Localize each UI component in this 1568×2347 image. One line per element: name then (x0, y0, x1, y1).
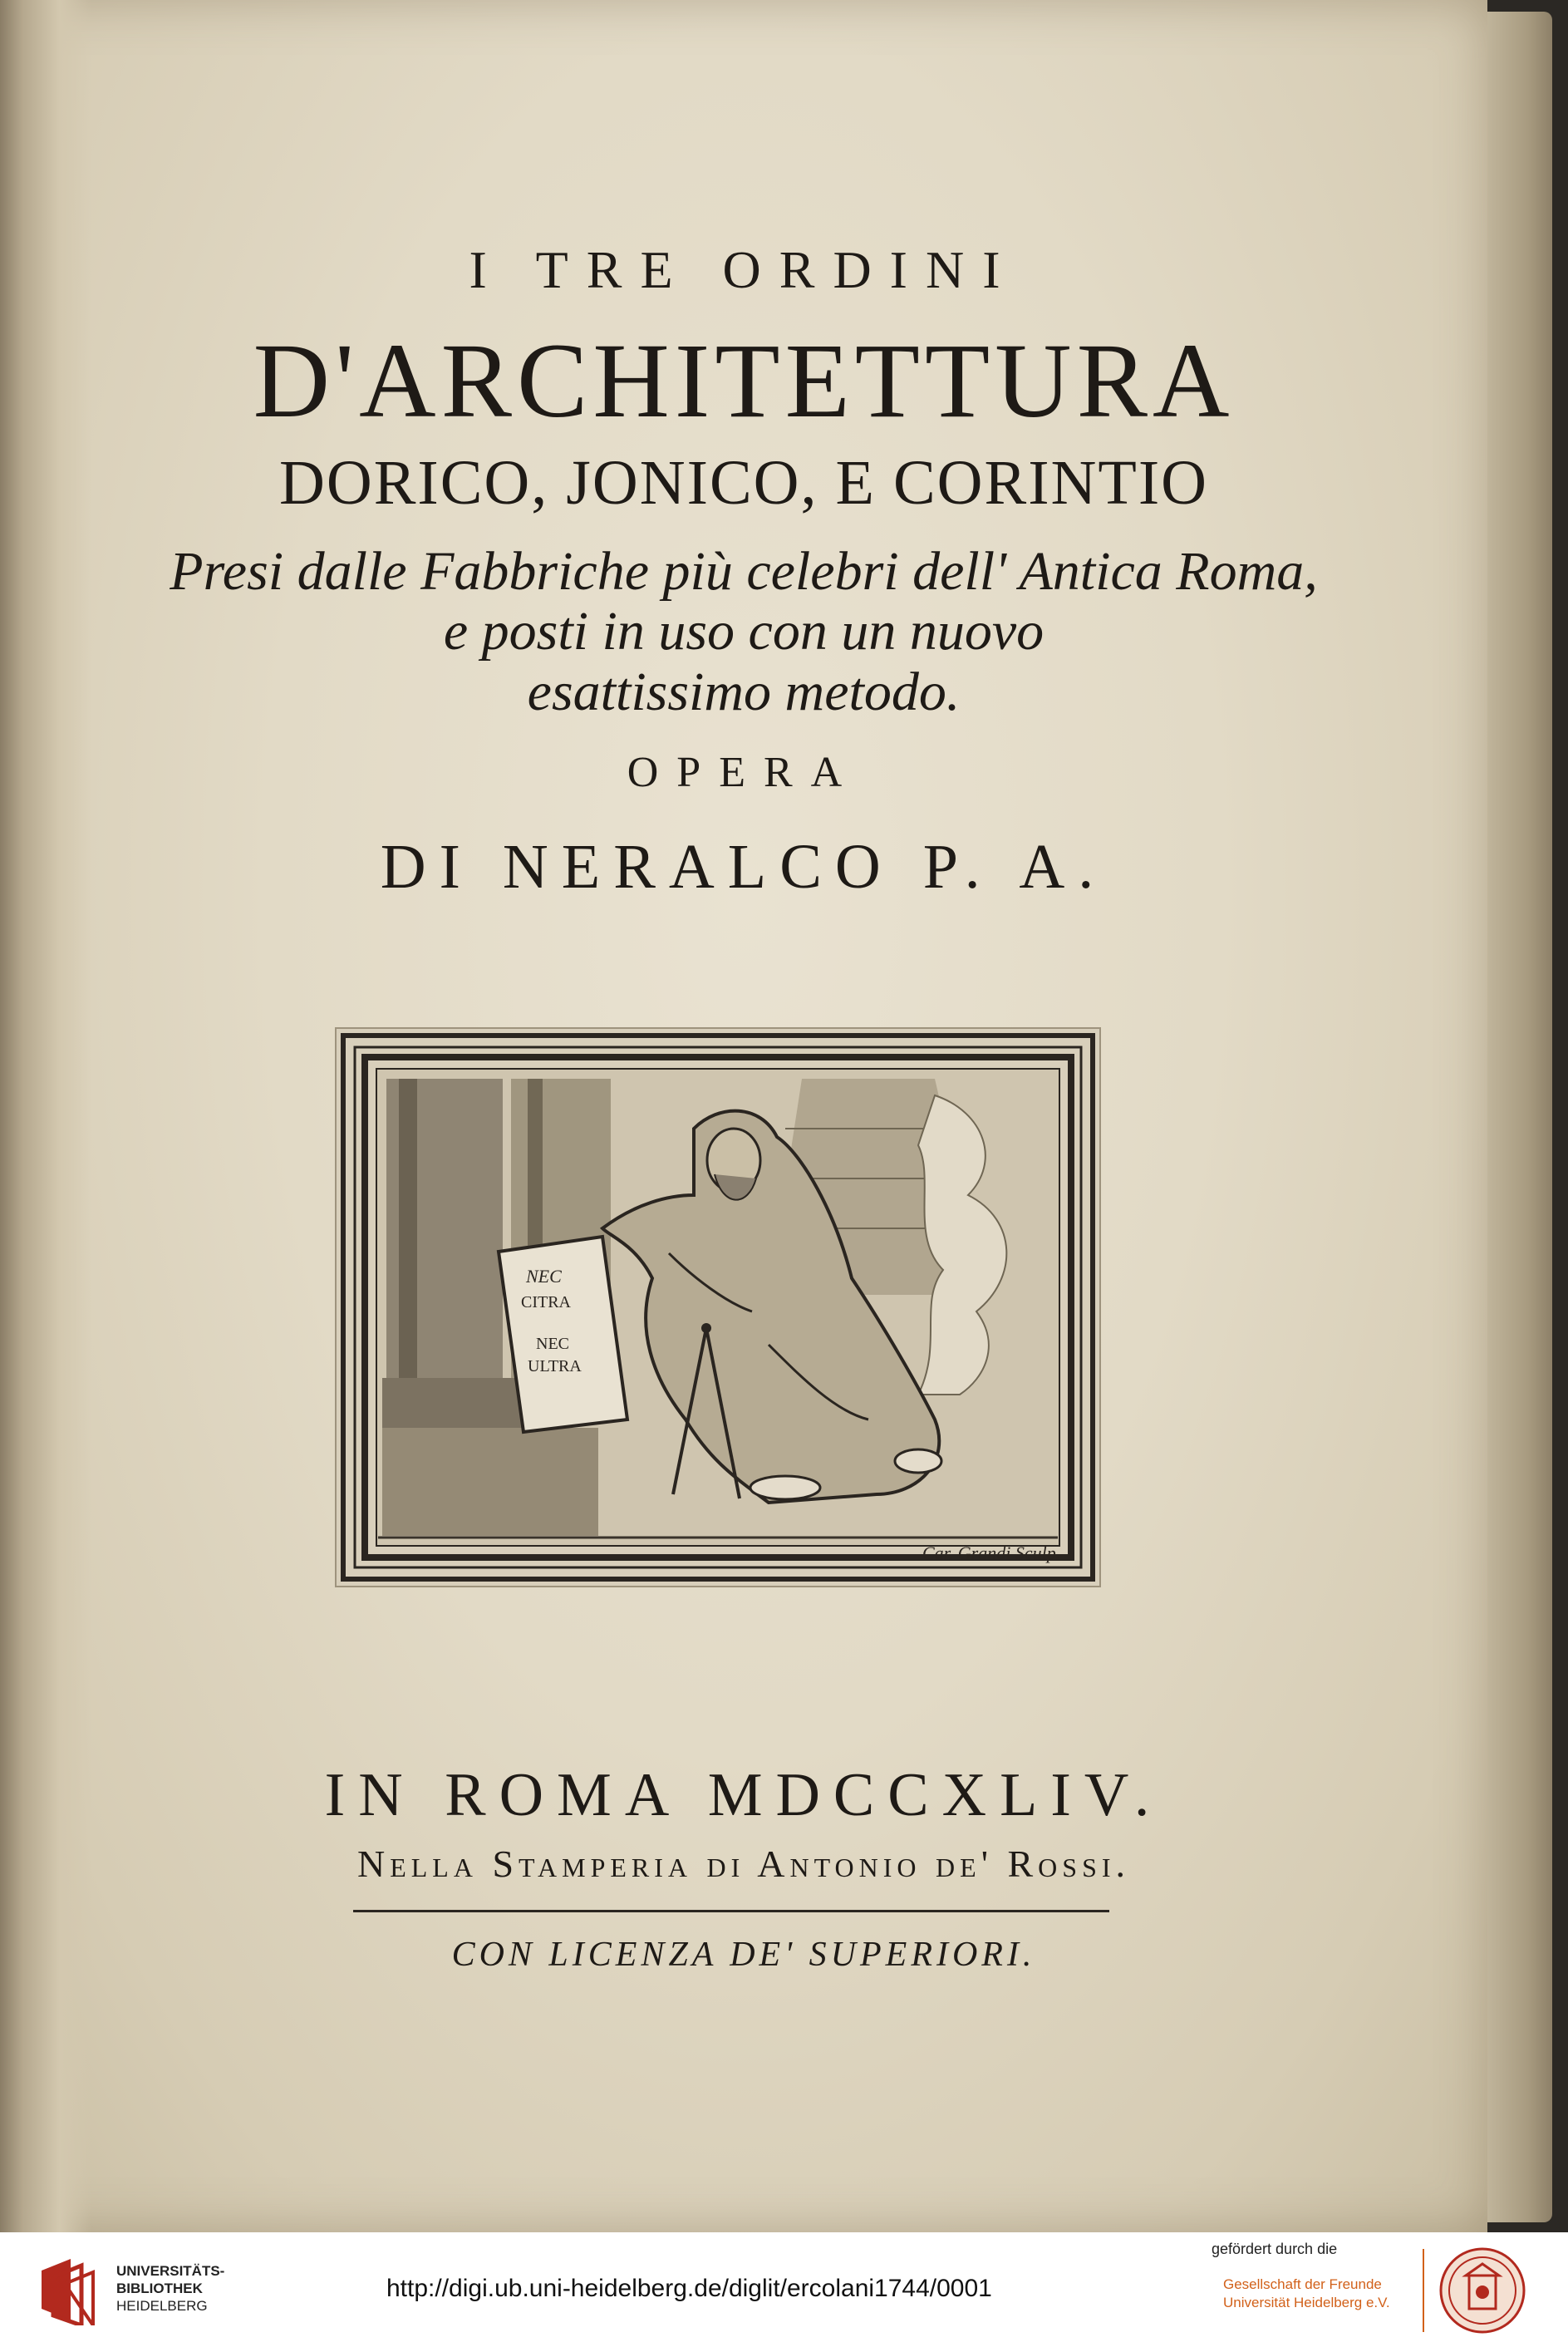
author-line: DI NERALCO P. A. (380, 832, 1108, 902)
footer-bar (0, 2232, 1568, 2347)
library-name-line-3: HEIDELBERG (116, 2298, 208, 2314)
title-orders: DORICO, JONICO, E CORINTIO (278, 448, 1209, 518)
imprint-printer: Nella Stamperia di Antonio de' Rossi. (356, 1843, 1131, 1885)
library-name (116, 2262, 224, 2315)
title-main: D'ARCHITETTURA (253, 322, 1235, 440)
imprint-place-date: IN ROMA MDCCXLIV. (324, 1761, 1163, 1829)
library-logo-icon (33, 2254, 100, 2325)
license-line: CON LICENZA DE' SUPERIORI. (451, 1936, 1036, 1974)
title-line-1: I TRE ORDINI (469, 240, 1019, 299)
university-seal-icon (1439, 2247, 1526, 2334)
subtitle-line-1: Presi dalle Fabbriche più celebri dell' Antica Roma, (170, 541, 1318, 602)
book-text-2: CITRA (521, 1293, 571, 1311)
book-text-1: NEC (526, 1266, 562, 1287)
sponsor-name-line-1: Gesellschaft der Freunde (1223, 2276, 1382, 2292)
imprint-rule (353, 1910, 1109, 1912)
subtitle-line-2: e posti in uso con un nuovo (443, 601, 1045, 662)
engraving-vignette (337, 1029, 1099, 1586)
opera-label: OPERA (627, 749, 861, 796)
library-name-line-2: BIBLIOTHEK (116, 2281, 203, 2296)
sponsor-label: gefördert durch die (1212, 2241, 1338, 2257)
library-name-line-1: UNIVERSITÄTS- (116, 2263, 225, 2279)
subtitle-line-3: esattissimo metodo. (527, 662, 961, 722)
permalink-url[interactable]: http://digi.ub.uni-heidelberg.de/diglit/ercolani1744/0001 (386, 2275, 992, 2302)
book-text-4: ULTRA (528, 1357, 582, 1375)
book-text-3: NEC (536, 1335, 569, 1353)
sponsor-name-line-2: Universität Heidelberg e.V. (1223, 2295, 1390, 2310)
sponsor-name (1223, 2276, 1390, 2312)
footer-divider (1423, 2249, 1424, 2332)
engraver-signature: Car. Grandi Sculp. (922, 1543, 1061, 1563)
engraving-illustration (337, 1029, 1099, 1586)
